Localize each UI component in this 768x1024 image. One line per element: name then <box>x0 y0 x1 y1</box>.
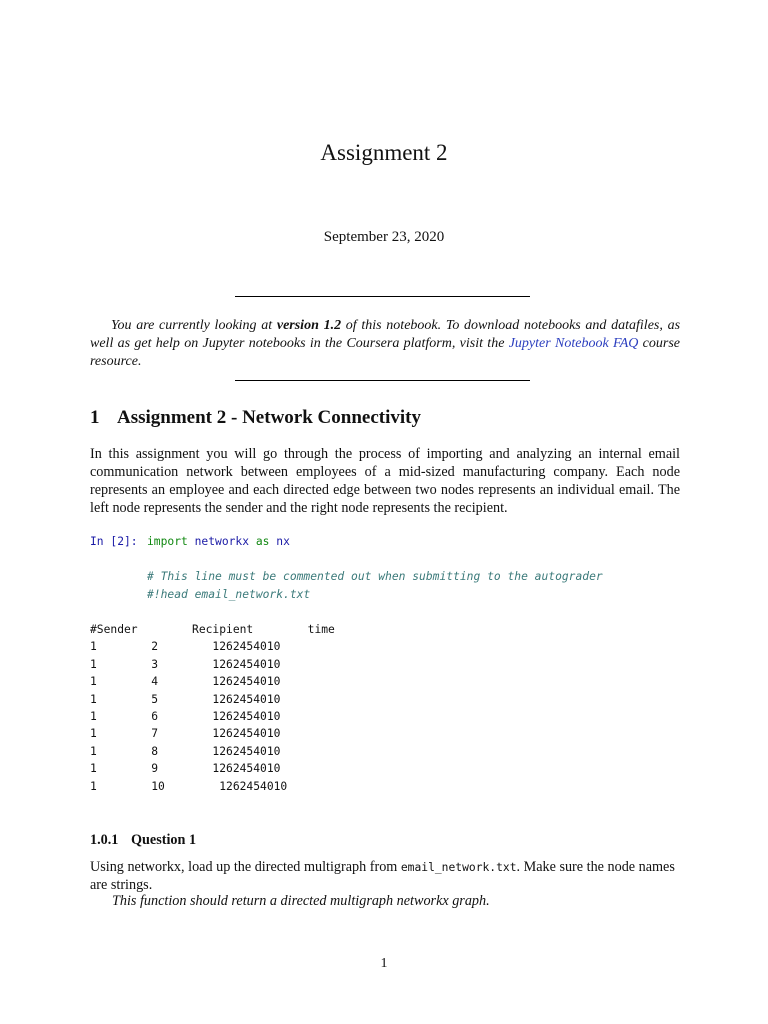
module-name: networkx <box>194 535 250 548</box>
module-alias: nx <box>276 535 290 548</box>
section-number: 1 <box>90 407 100 428</box>
output-row: 1 4 1262454010 <box>90 675 281 689</box>
notice-post: course resource. <box>90 336 681 369</box>
section-intro: In this assignment you will go through the process of importing and analyzing an internal email communication network between employees of a mid-sized manufacturing company. Each node represents an employee and each directed edge between two nodes represents an individual email. The left node represents the sender and the right node represents the recipient. <box>90 446 680 516</box>
output-row: 1 5 1262454010 <box>90 692 281 706</box>
output-row: 1 8 1262454010 <box>90 744 281 758</box>
question-filename: email_network.txt <box>400 861 517 874</box>
question-number: 1.0.1 <box>90 832 119 848</box>
question-title: Question 1 <box>131 832 197 848</box>
output-row: 1 7 1262454010 <box>90 727 281 741</box>
output-row: 1 9 1262454010 <box>90 762 281 776</box>
cell-output <box>90 621 335 795</box>
question-text-post: . Make sure the node names are strings. <box>90 859 675 893</box>
output-row: 1 3 1262454010 <box>90 657 281 671</box>
notice-version: version 1.2 <box>276 318 342 333</box>
document-date: September 23, 2020 <box>323 229 445 245</box>
question-heading <box>90 832 196 849</box>
notice-pre: You are currently looking at <box>111 318 277 333</box>
cell-prompt: In [2]: <box>90 535 138 548</box>
code-line-import <box>147 535 290 548</box>
code-comment-2: #!head email_network.txt <box>147 588 311 601</box>
output-header: #Sender Recipient time <box>90 623 335 636</box>
section-title: Assignment 2 - Network Connectivity <box>117 407 421 428</box>
section-heading <box>90 407 421 429</box>
document-title: Assignment 2 <box>320 140 448 165</box>
divider-top <box>235 296 530 297</box>
question-text-pre: Using networkx, load up the directed multigraph from <box>90 859 401 875</box>
version-notice <box>90 317 680 371</box>
question-note: This function should return a directed multigraph networkx graph. <box>112 893 490 909</box>
notice-mid: of this notebook. To download notebooks and datafiles, as well as get help on Jupyter notebooks in the Coursera platform, visit the <box>90 318 681 351</box>
page-number: 1 <box>380 956 388 971</box>
keyword-import: import <box>147 535 188 548</box>
output-row: 1 10 1262454010 <box>90 779 288 793</box>
output-row: 1 6 1262454010 <box>90 710 281 724</box>
question-text <box>90 859 680 894</box>
code-comment-1: # This line must be commented out when submitting to the autograder <box>147 570 603 583</box>
output-row: 1 2 1262454010 <box>90 640 281 654</box>
jupyter-faq-link[interactable]: Jupyter Notebook FAQ <box>508 336 639 351</box>
divider-bottom <box>235 380 530 381</box>
keyword-as: as <box>255 535 270 548</box>
